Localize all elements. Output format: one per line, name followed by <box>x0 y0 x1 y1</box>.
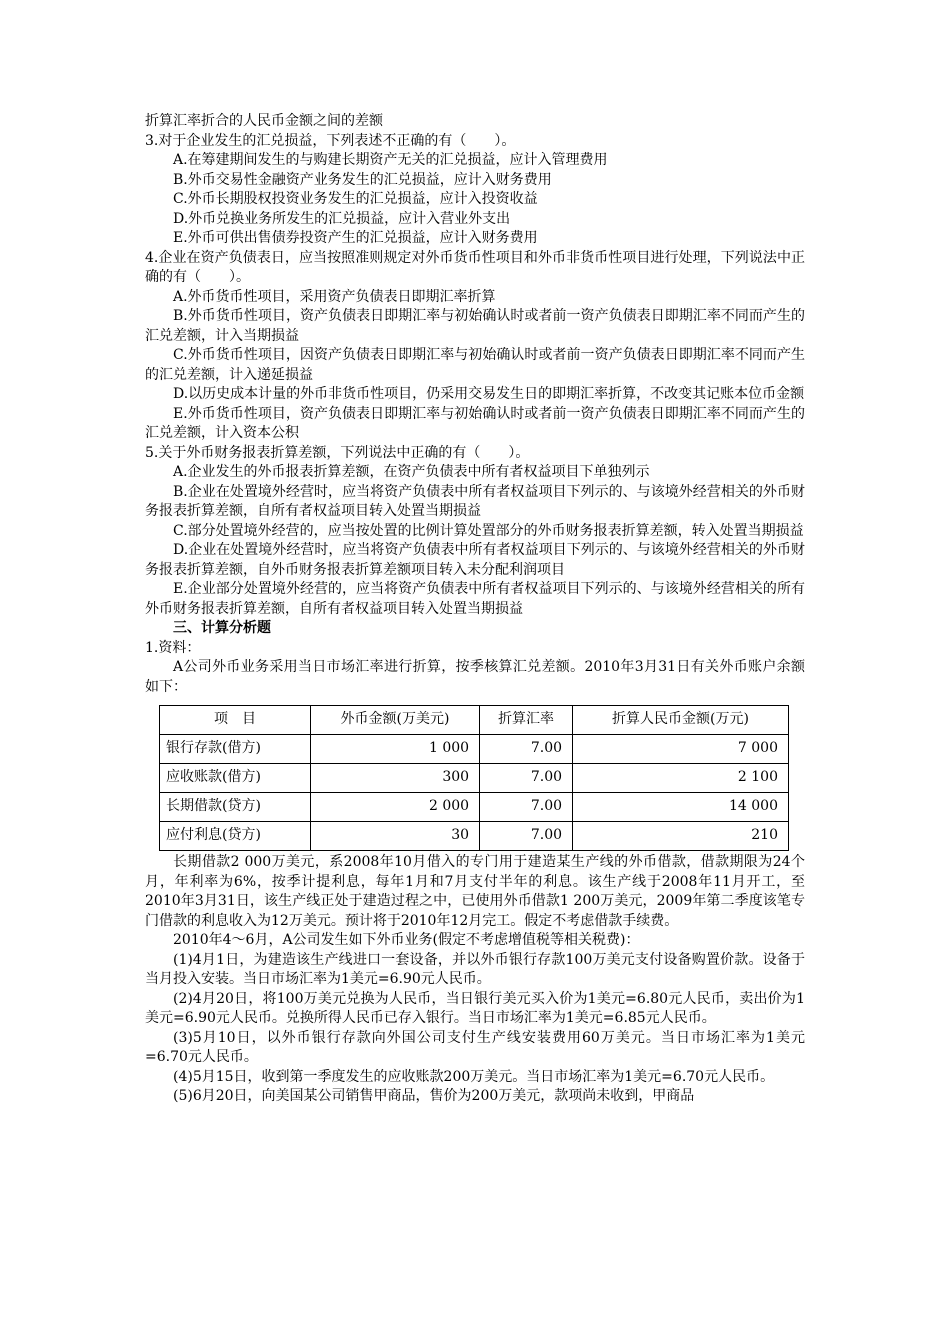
table-row <box>160 764 789 793</box>
table-cell: 2 000 <box>310 793 479 822</box>
table-row <box>160 735 789 764</box>
table-cell: 7.00 <box>480 822 573 851</box>
calc-item-1: (1)4月1日，为建造该生产线进口一套设备，并以外币银行存款100万美元支付设备购置价款。设备于当月投入安装。当日市场汇率为1美元=6.90元人民币。 <box>145 951 805 987</box>
table-cell: 7 000 <box>573 735 789 764</box>
table-cell: 300 <box>310 764 479 793</box>
table-cell: 14 000 <box>573 793 789 822</box>
table-header-cell: 外币金额(万美元) <box>310 706 479 735</box>
table-cell: 长期借款(贷方) <box>160 793 311 822</box>
option-3d: D.外币兑换业务所发生的汇兑损益，应计入营业外支出 <box>173 210 511 227</box>
option-3b: B.外币交易性金融资产业务发生的汇兑损益，应计入财务费用 <box>173 171 552 188</box>
table-header-cell: 折算人民币金额(万元) <box>573 706 789 735</box>
table-header-cell: 折算汇率 <box>480 706 573 735</box>
option-5b: B.企业在处置境外经营时，应当将资产负债表中所有者权益项目下列示的、与该境外经营相关的外币财务报表折算差额，自所有者权益项目转入处置当期损益 <box>145 483 805 519</box>
option-3c: C.外币长期股权投资业务发生的汇兑损益，应计入投资收益 <box>173 191 538 207</box>
table-header-cell: 项 目 <box>160 706 311 735</box>
calc-paragraph: A公司外币业务采用当日市场汇率进行折算，按季核算汇兑差额。2010年3月31日有关外币账户余额如下： <box>145 659 805 695</box>
option-3e: E.外币可供出售债券投资产生的汇兑损益，应计入财务费用 <box>173 230 538 246</box>
option-3a: A.在筹建期间发生的与购建长期资产无关的汇兑损益，应计入管理费用 <box>173 152 608 168</box>
question-3: 3.对于企业发生的汇兑损益，下列表述不正确的有（ ）。 <box>145 132 516 149</box>
table-cell: 7.00 <box>480 764 573 793</box>
table-row <box>160 822 789 851</box>
table-cell: 应收账款(借方) <box>160 764 311 793</box>
table-cell: 银行存款(借方) <box>160 735 311 764</box>
document-page <box>145 112 805 1107</box>
table-cell: 7.00 <box>480 735 573 764</box>
calc-paragraph: 2010年4～6月，A公司发生如下外币业务(假定不考虑增值税等相关税费)： <box>173 932 640 948</box>
table-cell: 应付利息(贷方) <box>160 822 311 851</box>
table-cell: 2 100 <box>573 764 789 793</box>
calc-item-2: (2)4月20日，将100万美元兑换为人民币，当日银行美元买入价为1美元=6.80元人民币，卖出价为1美元=6.90元人民币。兑换所得人民币已存入银行。当日市场汇率为1美元=6.85元人民币。 <box>145 990 805 1026</box>
option-4c: C.外币货币性项目，因资产负债表日即期汇率与初始确认时或者前一资产负债表日即期汇率不同而产生的汇兑差额，计入递延损益 <box>145 347 805 383</box>
calc-question-1: 1.资料： <box>145 639 201 656</box>
option-5a: A.企业发生的外币报表折算差额，在资产负债表中所有者权益项目下单独列示 <box>173 464 650 480</box>
calc-item-3: (3)5月10日，以外币银行存款向外国公司支付生产线安装费用60万美元。当日市场汇率为1美元=6.70元人民币。 <box>145 1029 805 1065</box>
table-cell: 210 <box>573 822 789 851</box>
calc-item-4: (4)5月15日，收到第一季度发生的应收账款200万美元。当日市场汇率为1美元=6.70元人民币。 <box>173 1068 775 1085</box>
calc-item-5: (5)6月20日，向美国某公司销售甲商品，售价为200万美元，款项尚未收到，甲商品 <box>173 1088 695 1104</box>
text-line: 折算汇率折合的人民币金额之间的差额 <box>145 113 383 129</box>
table-row <box>160 793 789 822</box>
option-5d: D.企业在处置境外经营时，应当将资产负债表中所有者权益项目下列示的、与该境外经营相关的外币财务报表折算差额，自外币财务报表折算差额项目转入未分配利润项目 <box>145 542 805 578</box>
question-5: 5.关于外币财务报表折算差额，下列说法中正确的有（ ）。 <box>145 444 530 461</box>
balance-table <box>159 705 789 851</box>
calc-paragraph: 长期借款2 000万美元，系2008年10月借入的专门用于建造某生产线的外币借款，借款期限为24个月，年利率为6%，按季计提利息，每年1月和7月支付半年的利息。该生产线于2008年11月开工，至2010年3月31日，该生产线正处于建造过程之中，已使用外币借款1 200万美元，2009年第二季度该笔专门借款的利息收入为12万美元。预计将于2010年12月完工。假定不考虑借款手续费。 <box>145 854 805 929</box>
option-4e: E.外币货币性项目，资产负债表日即期汇率与初始确认时或者前一资产负债表日即期汇率不同而产生的汇兑差额，计入资本公积 <box>145 405 805 441</box>
option-5c: C.部分处置境外经营的，应当按处置的比例计算处置部分的外币财务报表折算差额，转入处置当期损益 <box>173 522 804 539</box>
table-header-row <box>160 706 789 735</box>
section-heading: 三、计算分析题 <box>173 620 271 636</box>
question-4: 4.企业在资产负债表日，应当按照准则规定对外币货币性项目和外币非货币性项目进行处理，下列说法中正确的有（ ）。 <box>145 249 805 285</box>
option-4d: D.以历史成本计量的外币非货币性项目，仍采用交易发生日的即期汇率折算，不改变其记账本位币金额 <box>173 386 805 402</box>
option-4b: B.外币货币性项目，资产负债表日即期汇率与初始确认时或者前一资产负债表日即期汇率不同而产生的汇兑差额，计入当期损益 <box>145 308 805 344</box>
table-cell: 30 <box>310 822 479 851</box>
option-5e: E.企业部分处置境外经营的，应当将资产负债表中所有者权益项目下列示的、与该境外经营相关的所有外币财务报表折算差额，自所有者权益项目转入处置当期损益 <box>145 581 805 617</box>
option-4a: A.外币货币性项目，采用资产负债表日即期汇率折算 <box>173 288 496 305</box>
table-cell: 1 000 <box>310 735 479 764</box>
table-cell: 7.00 <box>480 793 573 822</box>
